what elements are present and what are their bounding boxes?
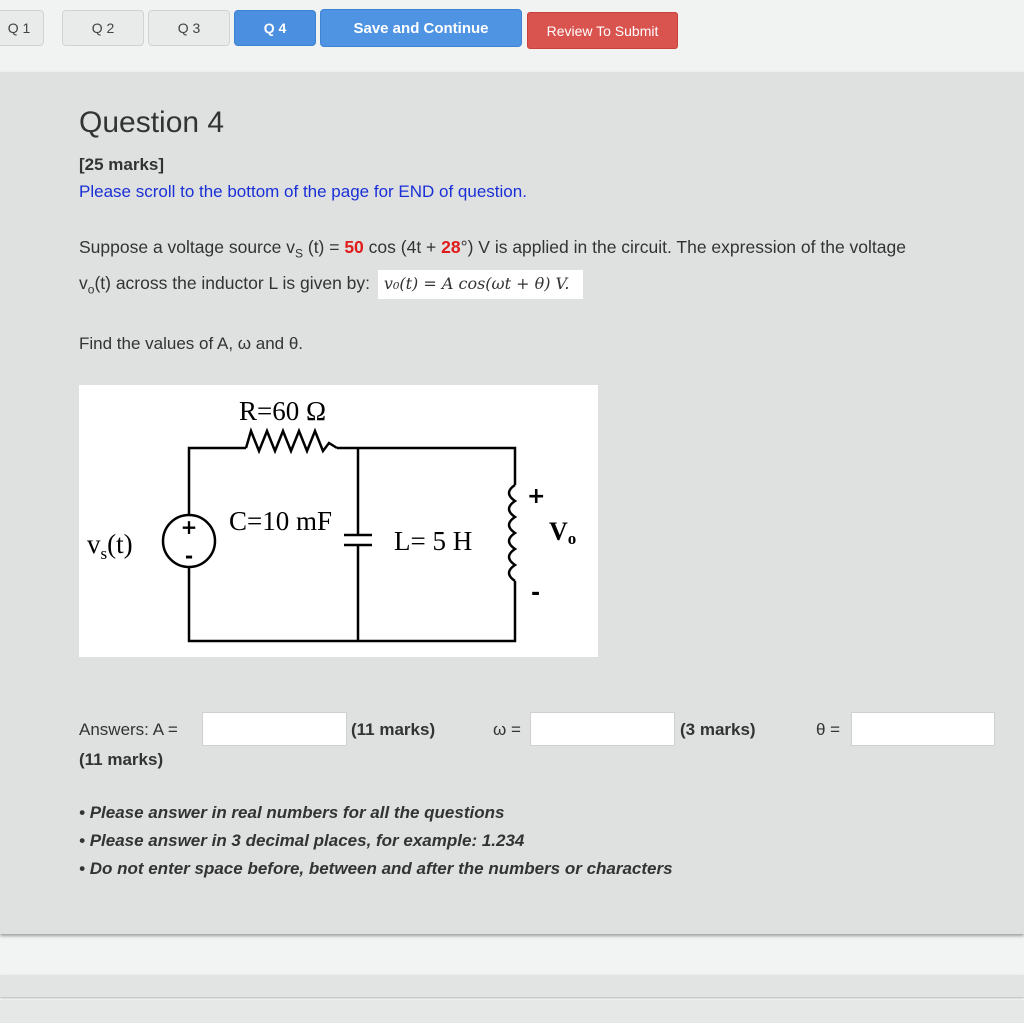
answer-a-input[interactable] [202, 712, 347, 746]
note-item: • Do not enter space before, between and after the numbers or characters [79, 859, 673, 878]
footer-strip-lower [0, 1000, 1024, 1023]
text-part: cos (4t + [363, 237, 442, 257]
vo-plus: + [527, 484, 546, 509]
source-label-sub: s [100, 544, 108, 563]
question-marks: [25 marks] [79, 155, 165, 174]
note-text: Please answer in 3 decimal places, for example: 1.234 [89, 831, 525, 850]
subscript: o [87, 282, 95, 297]
note-text: Do not enter space before, between and after the numbers or characters [89, 859, 673, 878]
wire-left-top [189, 448, 246, 515]
capacitor-label: C=10 mF [229, 506, 333, 536]
source-label-tail: (t) [107, 529, 133, 559]
note-text: Please answer in real numbers for all the questions [89, 803, 505, 822]
answers-row [79, 712, 1009, 748]
page-title: Question 4 [79, 106, 225, 139]
text-part: °) V is applied in the circuit. The expression of the voltage [460, 237, 906, 257]
text-part: v [79, 273, 88, 294]
resistor-label: R=60 Ω [239, 396, 327, 426]
answer-w-label: ω = [493, 720, 521, 739]
footer-strip [0, 975, 1024, 997]
vo-label-v: V [549, 517, 568, 546]
circuit-svg [79, 385, 598, 657]
text-part: (t) = [303, 237, 345, 257]
source-label-v: v [87, 529, 101, 559]
answer-theta-input[interactable] [851, 712, 995, 746]
answer-w-input[interactable] [530, 712, 675, 746]
formula: v₀(t) = A cos(ωt + θ) V. [378, 270, 584, 299]
tab-q4[interactable]: Q 4 [234, 10, 316, 46]
answer-a-label: Answers: A = [79, 720, 178, 739]
vo-label-sub: o [567, 529, 577, 548]
answer-theta-label: θ = [816, 720, 841, 739]
answer-notes [79, 803, 673, 887]
vo-label [549, 517, 576, 548]
wire-top [337, 448, 515, 485]
text-part: (t) across the inductor L is given by: [94, 273, 371, 294]
find-instruction: Find the values of A, ω and θ. [79, 334, 304, 353]
tab-q2[interactable]: Q 2 [62, 10, 144, 46]
note-item: • Please answer in real numbers for all the questions [79, 803, 505, 822]
subscript: S [294, 246, 303, 261]
scroll-note: Please scroll to the bottom of the page for END of question. [79, 182, 527, 201]
amplitude-value: 50 [344, 237, 364, 257]
inductor-symbol [509, 485, 515, 581]
wire-bottom [189, 567, 515, 641]
answer-a-marks: (11 marks) [351, 720, 436, 739]
vo-minus: - [531, 581, 541, 606]
review-to-submit-button[interactable]: Review To Submit [527, 12, 678, 49]
source-plus: + [180, 515, 198, 539]
text-part: Suppose a voltage source v [79, 237, 295, 257]
tab-q1[interactable]: Q 1 [0, 10, 44, 46]
phase-value: 28 [441, 237, 461, 257]
source-minus: - [184, 544, 194, 568]
inductor-label: L= 5 H [394, 526, 473, 556]
answer-w-marks: (3 marks) [680, 720, 756, 739]
save-and-continue-button[interactable]: Save and Continue [320, 9, 522, 47]
circuit-diagram [79, 385, 598, 657]
source-label [87, 529, 133, 563]
top-nav [0, 0, 1024, 72]
question-text-line2 [79, 270, 583, 299]
answer-theta-marks: (11 marks) [79, 750, 164, 769]
note-item: • Please answer in 3 decimal places, for example: 1.234 [79, 831, 525, 850]
question-text-line1 [79, 237, 906, 261]
resistor-symbol [246, 431, 337, 451]
tab-q3[interactable]: Q 3 [148, 10, 230, 46]
